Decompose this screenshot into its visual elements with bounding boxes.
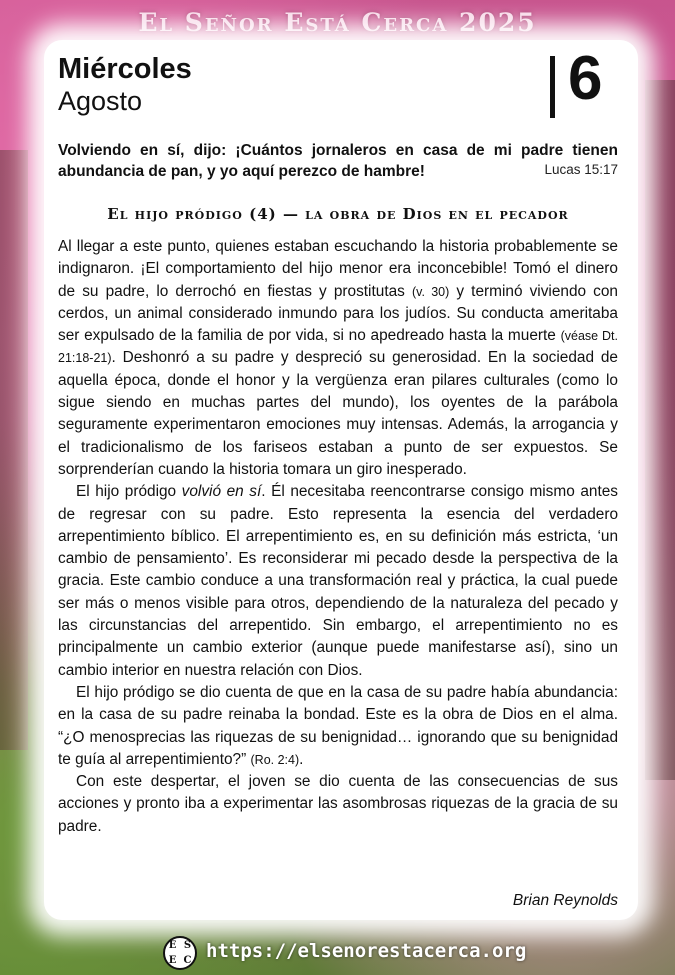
verse-text: Volviendo en sí, dijo: ¡Cuántos jornaleros en casa de mi padre tienen abundancia de pan, y yo aquí perezco de hambre! — [58, 142, 618, 180]
author-name: Brian Reynolds — [512, 892, 618, 909]
footer — [0, 936, 675, 972]
paragraph-3: El hijo pródigo se dio cuenta de que en la casa de su padre había abundancia: en la casa de su padre reinaba la bondad. Este es la obra de Dios en el alma. “¿O menosprecias las riquezas de su benignidad… ignorando que su benignidad te guía al arrepentimiento?” (Ro. 2:4). — [58, 683, 618, 768]
scripture-ref: (véase Dt. 21:18-21) — [58, 329, 618, 366]
month: Agosto — [58, 86, 143, 116]
paragraph-1: Al llegar a este punto, quienes estaban escuchando la historia probablemente se indignaron. ¡El comportamiento del hijo menor era inconcebible! Tomó el dinero de su padre, lo derrochó en fiestas y prostitutas (v. 30) y terminó viviendo con cerdos, un animal considerado inmundo para los judíos. Su conducta ameritaba ser expulsado de la familia de por vida, si no apedreado hasta la muerte (véase Dt. 21:18-21). Deshonró a su padre y despreció su generosidad. En la sociedad de aquella época, donde el honor y la vergüenza eran pilares culturales (como lo sigue siendo en muchas partes del mundo), los oyentes de la parábola seguramente experimentaron emociones muy intensas. Además, la arrogancia y el tradicionalismo de los fariseos estaban a punto de ser expuestos. Se sorprenderían cuando la historia tomara un giro inesperado. — [58, 238, 618, 478]
logo-icon: E S E C — [163, 936, 197, 970]
weekday: Miércoles — [58, 53, 192, 85]
background-tree-left — [0, 150, 28, 750]
day-number: 6 — [568, 44, 603, 113]
publication-title: El Señor Está Cerca 2025 — [138, 8, 537, 37]
daily-verse — [58, 140, 618, 182]
background-tree-right — [645, 80, 675, 780]
article-body — [58, 236, 618, 838]
verse-reference: Lucas 15:17 — [544, 162, 618, 177]
scripture-ref: (Ro. 2:4) — [250, 752, 300, 767]
paragraph-4: Con este despertar, el joven se dio cuenta de las consecuencias de sus acciones y pronto iba a experimentar las asombrosas riquezas de la gracia de su padre. — [58, 773, 618, 835]
paragraph-2: El hijo pródigo volvió en sí. Él necesitaba reencontrarse consigo mismo antes de regresar con su padre. Esto representa la esencia del verdadero arrepentimiento bíblico. El arrepentimiento es, en su definición más estricta, ‘un cambio de pensamiento’. Es reconsiderar mi pecado desde la perspectiva de la gracia. Este cambio conduce a una transformación real y práctica, la cual puede ser más o menos visible para otros, dependiendo de la naturaleza del pecado y las circunstancias del arrepentido. Sin embargo, el arrepentimiento no es principalmente un cambio exterior (aunque puede manifestarse así), sino un cambio interior en nuestra relación con Dios. — [58, 483, 618, 679]
website-link[interactable]: https://elsenorestacerca.org — [206, 940, 527, 962]
date-divider — [550, 56, 555, 118]
scripture-ref: (v. 30) — [411, 284, 450, 299]
article-title: El hijo pródigo (4) — la obra de Dios en el pecador — [107, 205, 569, 223]
